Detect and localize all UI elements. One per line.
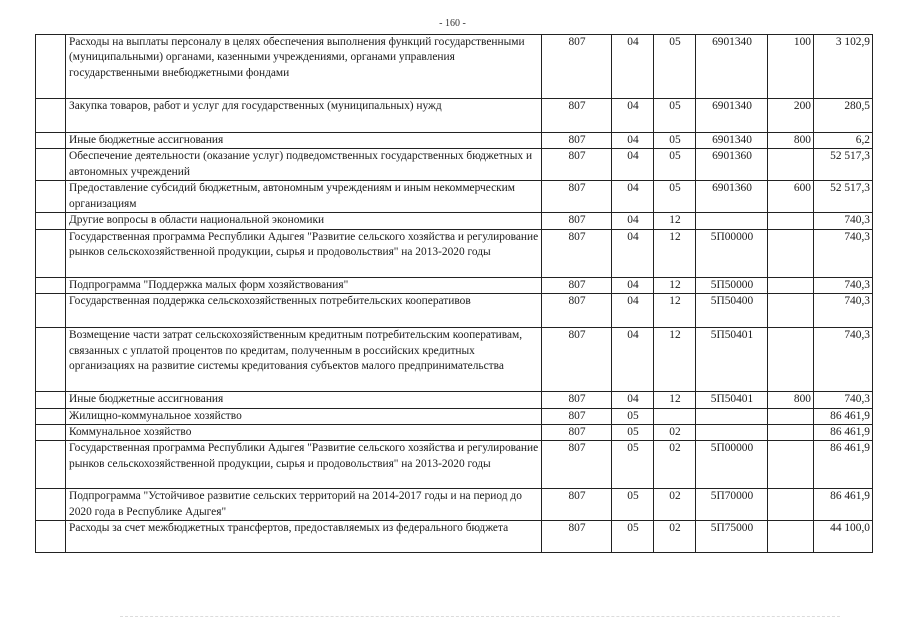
razdel-cell: 04 — [612, 99, 654, 133]
razdel-cell: 05 — [612, 408, 654, 424]
sum-cell: 86 461,9 — [814, 425, 873, 441]
table-row — [36, 408, 873, 424]
csr-cell: 5П70000 — [696, 489, 768, 521]
csr-cell: 5П50401 — [696, 392, 768, 408]
vr-cell — [768, 425, 814, 441]
name-cell: Обеспечение деятельности (оказание услуг) подведомственных государственных бюджетных и автономных учреждений — [66, 149, 542, 181]
name-cell: Государственная программа Республики Адыгея "Развитие сельского хозяйства и регулирование рынков сельскохозяйственной продукции, сырья и продовольствия" на 2013-2020 годы — [66, 229, 542, 277]
vr-cell: 800 — [768, 133, 814, 149]
index-cell — [36, 425, 66, 441]
index-cell — [36, 35, 66, 99]
ved-cell: 807 — [542, 294, 612, 328]
ved-cell: 807 — [542, 392, 612, 408]
razdel-cell: 04 — [612, 35, 654, 99]
vr-cell: 600 — [768, 181, 814, 213]
index-cell — [36, 408, 66, 424]
sum-cell: 52 517,3 — [814, 181, 873, 213]
podrazdel-cell: 02 — [654, 489, 696, 521]
razdel-cell: 05 — [612, 489, 654, 521]
podrazdel-cell: 02 — [654, 521, 696, 553]
sum-cell: 86 461,9 — [814, 441, 873, 489]
index-cell — [36, 392, 66, 408]
ved-cell: 807 — [542, 99, 612, 133]
vr-cell — [768, 328, 814, 392]
csr-cell: 5П00000 — [696, 229, 768, 277]
csr-cell: 6901340 — [696, 35, 768, 99]
sum-cell: 740,3 — [814, 229, 873, 277]
index-cell — [36, 213, 66, 229]
vr-cell — [768, 277, 814, 293]
sum-cell: 6,2 — [814, 133, 873, 149]
index-cell — [36, 181, 66, 213]
ved-cell: 807 — [542, 35, 612, 99]
razdel-cell: 05 — [612, 521, 654, 553]
csr-cell: 5П00000 — [696, 441, 768, 489]
ved-cell: 807 — [542, 441, 612, 489]
podrazdel-cell: 12 — [654, 328, 696, 392]
table-row — [36, 392, 873, 408]
index-cell — [36, 99, 66, 133]
name-cell: Подпрограмма "Устойчивое развитие сельских территорий на 2014-2017 годы и на период до 2020 года в Республике Адыгея" — [66, 489, 542, 521]
table-row — [36, 521, 873, 553]
sum-cell: 52 517,3 — [814, 149, 873, 181]
name-cell: Государственная поддержка сельскохозяйственных потребительских кооперативов — [66, 294, 542, 328]
ved-cell: 807 — [542, 521, 612, 553]
name-cell: Расходы на выплаты персоналу в целях обеспечения выполнения функций государственными (муниципальными) органами, казенными учреждениями, органами управления государственными внебюджетными фондами — [66, 35, 542, 99]
podrazdel-cell: 02 — [654, 425, 696, 441]
csr-cell: 6901360 — [696, 149, 768, 181]
index-cell — [36, 294, 66, 328]
name-cell: Жилищно-коммунальное хозяйство — [66, 408, 542, 424]
razdel-cell: 04 — [612, 181, 654, 213]
razdel-cell: 04 — [612, 392, 654, 408]
sum-cell: 740,3 — [814, 392, 873, 408]
page-number: - 160 - — [439, 18, 466, 29]
index-cell — [36, 441, 66, 489]
razdel-cell: 04 — [612, 294, 654, 328]
sum-cell: 740,3 — [814, 328, 873, 392]
table-row — [36, 35, 873, 99]
razdel-cell: 04 — [612, 277, 654, 293]
vr-cell — [768, 229, 814, 277]
sum-cell: 280,5 — [814, 99, 873, 133]
razdel-cell: 04 — [612, 328, 654, 392]
csr-cell: 6901340 — [696, 133, 768, 149]
table-row — [36, 133, 873, 149]
sum-cell: 740,3 — [814, 294, 873, 328]
ved-cell: 807 — [542, 213, 612, 229]
vr-cell — [768, 149, 814, 181]
index-cell — [36, 229, 66, 277]
podrazdel-cell: 05 — [654, 149, 696, 181]
razdel-cell: 04 — [612, 213, 654, 229]
name-cell: Иные бюджетные ассигнования — [66, 392, 542, 408]
podrazdel-cell: 05 — [654, 181, 696, 213]
csr-cell: 5П50000 — [696, 277, 768, 293]
vr-cell: 200 — [768, 99, 814, 133]
vr-cell — [768, 489, 814, 521]
podrazdel-cell: 12 — [654, 294, 696, 328]
table-row — [36, 181, 873, 213]
ved-cell: 807 — [542, 328, 612, 392]
index-cell — [36, 328, 66, 392]
table-row — [36, 328, 873, 392]
razdel-cell: 04 — [612, 133, 654, 149]
bottom-scan-artifact — [120, 616, 840, 618]
table-row — [36, 213, 873, 229]
podrazdel-cell: 12 — [654, 213, 696, 229]
razdel-cell: 04 — [612, 149, 654, 181]
name-cell: Государственная программа Республики Адыгея "Развитие сельского хозяйства и регулирование рынков сельскохозяйственной продукции, сырья и продовольствия" на 2013-2020 годы — [66, 441, 542, 489]
csr-cell: 5П75000 — [696, 521, 768, 553]
index-cell — [36, 133, 66, 149]
index-cell — [36, 521, 66, 553]
name-cell: Предоставление субсидий бюджетным, автономным учреждениям и иным некоммерческим организациям — [66, 181, 542, 213]
podrazdel-cell: 12 — [654, 392, 696, 408]
podrazdel-cell: 05 — [654, 99, 696, 133]
table-row — [36, 149, 873, 181]
ved-cell: 807 — [542, 408, 612, 424]
name-cell: Возмещение части затрат сельскохозяйственным кредитным потребительским кооперативам, связанных с уплатой процентов по кредитам, полученным в российских кредитных организациях на развитие системы кредитования субъектов малого предпринимательства — [66, 328, 542, 392]
budget-table-body — [36, 35, 873, 553]
sum-cell: 740,3 — [814, 277, 873, 293]
csr-cell — [696, 425, 768, 441]
vr-cell — [768, 441, 814, 489]
table-row — [36, 441, 873, 489]
ved-cell: 807 — [542, 149, 612, 181]
table-row — [36, 425, 873, 441]
csr-cell: 6901360 — [696, 181, 768, 213]
sum-cell: 86 461,9 — [814, 489, 873, 521]
table-row — [36, 277, 873, 293]
csr-cell: 6901340 — [696, 99, 768, 133]
name-cell: Подпрограмма "Поддержка малых форм хозяйствования" — [66, 277, 542, 293]
ved-cell: 807 — [542, 425, 612, 441]
csr-cell — [696, 408, 768, 424]
budget-table — [35, 34, 873, 553]
podrazdel-cell: 12 — [654, 277, 696, 293]
razdel-cell: 04 — [612, 229, 654, 277]
name-cell: Расходы за счет межбюджетных трансфертов, предоставляемых из федерального бюджета — [66, 521, 542, 553]
sum-cell: 740,3 — [814, 213, 873, 229]
razdel-cell: 05 — [612, 425, 654, 441]
sum-cell: 86 461,9 — [814, 408, 873, 424]
table-row — [36, 489, 873, 521]
sum-cell: 3 102,9 — [814, 35, 873, 99]
name-cell: Коммунальное хозяйство — [66, 425, 542, 441]
sum-cell: 44 100,0 — [814, 521, 873, 553]
ved-cell: 807 — [542, 489, 612, 521]
index-cell — [36, 277, 66, 293]
podrazdel-cell: 05 — [654, 35, 696, 99]
vr-cell: 800 — [768, 392, 814, 408]
name-cell: Закупка товаров, работ и услуг для государственных (муниципальных) нужд — [66, 99, 542, 133]
index-cell — [36, 489, 66, 521]
vr-cell — [768, 408, 814, 424]
ved-cell: 807 — [542, 133, 612, 149]
ved-cell: 807 — [542, 229, 612, 277]
csr-cell: 5П50401 — [696, 328, 768, 392]
table-row — [36, 294, 873, 328]
podrazdel-cell — [654, 408, 696, 424]
razdel-cell: 05 — [612, 441, 654, 489]
table-row — [36, 229, 873, 277]
podrazdel-cell: 12 — [654, 229, 696, 277]
name-cell: Иные бюджетные ассигнования — [66, 133, 542, 149]
table-row — [36, 99, 873, 133]
index-cell — [36, 149, 66, 181]
csr-cell — [696, 213, 768, 229]
ved-cell: 807 — [542, 181, 612, 213]
csr-cell: 5П50400 — [696, 294, 768, 328]
vr-cell — [768, 521, 814, 553]
podrazdel-cell: 05 — [654, 133, 696, 149]
vr-cell: 100 — [768, 35, 814, 99]
ved-cell: 807 — [542, 277, 612, 293]
name-cell: Другие вопросы в области национальной экономики — [66, 213, 542, 229]
vr-cell — [768, 213, 814, 229]
podrazdel-cell: 02 — [654, 441, 696, 489]
vr-cell — [768, 294, 814, 328]
